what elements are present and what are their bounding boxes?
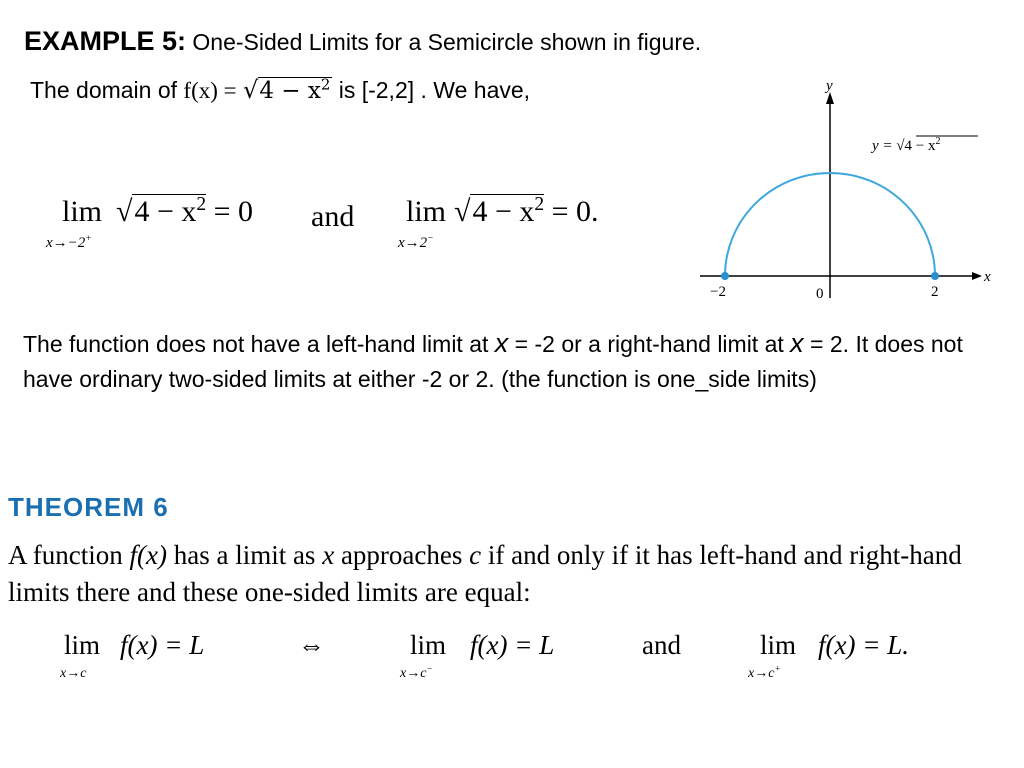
para-text-3: = 2. <box>810 331 850 357</box>
domain-radical: $√4 - x^2$ <box>243 75 331 104</box>
iff-symbol: ⇔ <box>298 630 325 660</box>
function-name: f(x) = <box>183 78 237 103</box>
para-text-1: The function does not have a left-hand limit at <box>23 331 489 357</box>
para-text-5: side limits) <box>708 366 817 392</box>
example-title: One-Sided Limits for a Semicircle shown in figure. <box>192 29 702 55</box>
lim-word: lim <box>406 195 447 228</box>
right-limit-formula <box>398 194 666 265</box>
x-axis-label: x <box>984 269 991 285</box>
domain-suffix: is [-2,2] . We have, <box>338 77 531 103</box>
semicircle-figure <box>690 70 1000 310</box>
lim-body: $√4 - x^2 = 0$ <box>116 194 254 228</box>
para-x-2: x <box>790 328 804 358</box>
left-limit-formula <box>46 194 320 265</box>
theorem-title: THEOREM 6 <box>8 492 169 522</box>
y-axis-label: y <box>826 78 833 94</box>
domain-exponent: 2 <box>320 75 331 94</box>
theorem-and-word: and <box>642 630 681 660</box>
endpoint-right <box>931 272 939 280</box>
theorem-statement: A function f(x) has a limit as x approaches c if and only if it has left-hand and right-hand limits there and these one-sided limits are equal: <box>8 540 962 607</box>
example-heading <box>24 26 701 57</box>
example-label: EXAMPLE 5: <box>24 26 187 56</box>
tick-label-0: 0 <box>816 286 824 302</box>
x-axis-arrow-icon <box>972 272 982 280</box>
tick-label-neg2: −2 <box>710 284 726 300</box>
curve-label: $y = √4 - x^2$ <box>872 136 941 154</box>
para-text-4: It does not have ordinary two-sided limits at either -2 or 2. (the function is one <box>23 331 963 392</box>
theorem-limit-right: lim x→c+ f(x) = L. <box>748 630 909 681</box>
lim-word: lim <box>62 195 103 228</box>
lim-subscript: x→−2+ <box>46 233 92 251</box>
domain-radicand: 4 − x <box>259 78 321 104</box>
theorem-limit-two-sided: lim x→c f(x) = L <box>60 630 205 681</box>
para-x-1: x <box>494 328 509 358</box>
lim-body: $√4 - x^2 = 0$. <box>454 194 599 228</box>
domain-line <box>30 76 530 104</box>
endpoint-left <box>721 272 729 280</box>
para-text-2: = -2 or a right-hand limit at <box>514 331 784 357</box>
theorem-limit-left: lim x→c− f(x) = L <box>400 630 555 681</box>
tick-label-2: 2 <box>931 284 939 300</box>
lim-subscript: x→2− <box>398 233 434 251</box>
para-underscore: _ <box>695 366 709 392</box>
domain-prefix: The domain of <box>30 77 178 103</box>
and-word: and <box>311 200 355 233</box>
explanation-paragraph <box>23 326 1008 397</box>
